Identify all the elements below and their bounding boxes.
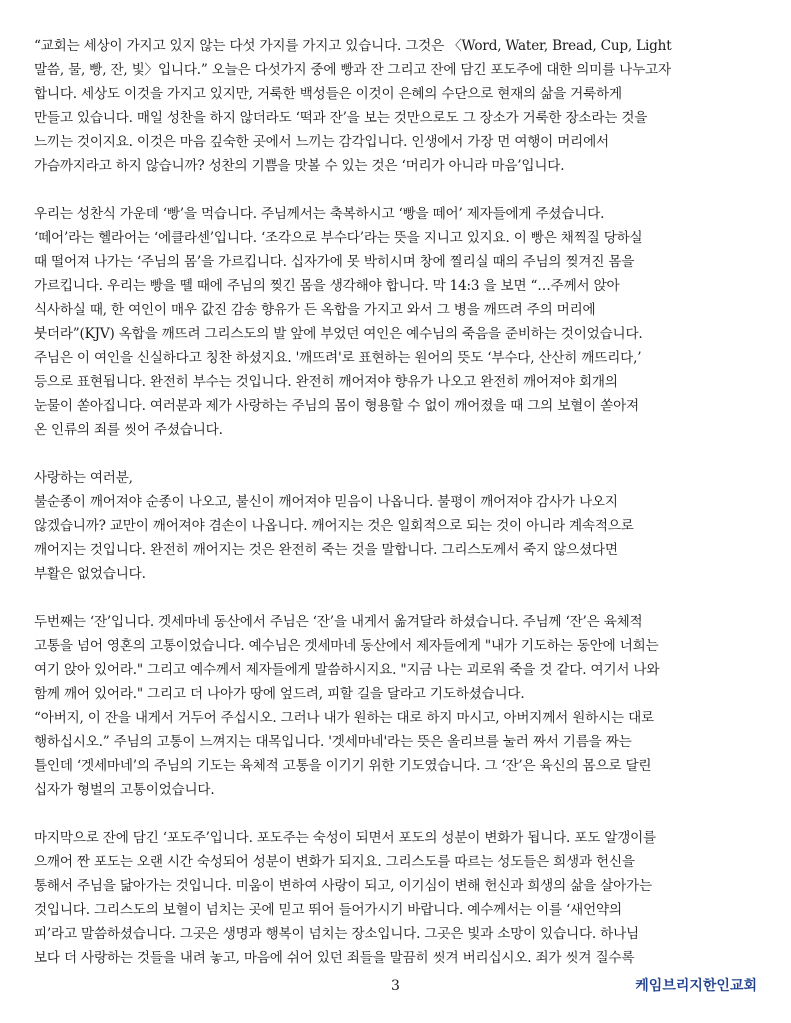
text-line: 붓더라”(KJV) 옥합을 깨뜨려 그리스도의 발 앞에 부었던 여인은 예수님의 죽음을 준비하는 것이었습니다. (34, 326, 643, 342)
paragraph-bread (34, 202, 757, 442)
paragraph-cup (34, 610, 757, 802)
text-line: 피’라고 말씀하셨습니다. 그곳은 생명과 행복이 넘치는 장소입니다. 그곳은 빛과 소망이 있습니다. 하나님 (34, 926, 639, 942)
text-line: 느끼는 것이지요. 이것은 마음 깊숙한 곳에서 느끼는 감각입니다. 인생에서 가장 먼 여행이 머리에서 (34, 134, 609, 150)
text-line: 것입니다. 그리스도의 보혈이 넘치는 곳에 믿고 뛰어 들어가시기 바랍니다. 예수께서는 이를 ‘새언약의 (34, 902, 622, 918)
text-line: 깨어지는 것입니다. 완전히 깨어지는 것은 완전히 죽는 것을 말합니다. 그리스도께서 죽지 않으셨다면 (34, 542, 618, 558)
text-line: “아버지, 이 잔을 내게서 거두어 주십시오. 그러나 내가 원하는 대로 하지 마시고, 아버지께서 원하시는 대로 (34, 710, 654, 726)
text-line: 틀인데 ‘겟세마네’의 주님의 기도는 육체적 고통을 이기기 위한 기도였습니다. 그 ‘잔’은 육신의 몸으로 달린 (34, 758, 652, 774)
text-line: 식사하실 때, 한 여인이 매우 값진 감송 향유가 든 옥합을 가지고 와서 그 병을 깨뜨려 주의 머리에 (34, 302, 596, 318)
page-number: 3 (391, 978, 400, 994)
text-line: 눈물이 쏟아집니다. 여러분과 제가 사랑하는 주님의 몸이 형용할 수 없이 깨어졌을 때 그의 보혈이 쏟아져 (34, 398, 639, 414)
text-line: ‘떼어’라는 헬라어는 ‘에클라센’입니다. ‘조각으로 부수다’라는 뜻을 지니고 있지요. 이 빵은 채찍질 당하실 (34, 230, 643, 246)
text-line: 만들고 있습니다. 매일 성찬을 하지 않더라도 ‘떡과 잔’을 보는 것만으로도 그 장소가 거룩한 장소라는 것을 (34, 110, 648, 126)
text-line: 부활은 없었습니다. (34, 566, 146, 582)
text-line: 때 떨어져 나가는 ‘주님의 몸’을 가르킵니다. 십자가에 못 박히시며 창에 찔리실 때의 주님의 찢겨진 몸을 (34, 254, 635, 270)
document-page (34, 34, 757, 994)
text-line: 주님은 이 여인을 신실하다고 칭찬 하셨지요. '깨뜨려'로 표현하는 원어의 뜻도 ‘부수다, 산산히 깨뜨리다,’ (34, 350, 642, 366)
text-line: 사랑하는 여러분, (34, 470, 133, 486)
text-line: 않겠습니까? 교만이 깨어져야 겸손이 나옵니다. 깨어지는 것은 일회적으로 되는 것이 아니라 계속적으로 (34, 518, 634, 534)
text-line: 함께 깨어 있어라." 그리고 더 나아가 땅에 엎드려, 피할 길을 달라고 기도하셨습니다. (34, 686, 525, 702)
paragraph-wine (34, 826, 757, 970)
text-line: 통해서 주님을 닮아가는 것입니다. 미움이 변하여 사랑이 되고, 이기심이 변해 헌신과 희생의 삶을 살아가는 (34, 878, 652, 894)
text-line: 온 인류의 죄를 씻어 주셨습니다. (34, 422, 223, 438)
text-line: “교회는 세상이 가지고 있지 않는 다섯 가지를 가지고 있습니다. 그것은 〈Word, Water, Bread, Cup, Light (34, 38, 672, 54)
page-footer (34, 974, 757, 998)
text-line: 두번째는 ‘잔’입니다. 겟세마네 동산에서 주님은 ‘잔’을 내게서 옮겨달라 하셨습니다. 주님께 ‘잔’은 육체적 (34, 614, 643, 630)
text-line: 말씀, 물, 빵, 잔, 빛〉입니다.” 오늘은 다섯가지 중에 빵과 잔 그리고 잔에 담긴 포도주에 대한 의미를 나누고자 (34, 62, 671, 78)
text-line: 행하십시오.” 주님의 고통이 느껴지는 대목입니다. '겟세마네'라는 뜻은 올리브를 눌러 짜서 기름을 짜는 (34, 734, 632, 750)
text-line: 불순종이 깨어져야 순종이 나오고, 불신이 깨어져야 믿음이 나옵니다. 불평이 깨어져야 감사가 나오지 (34, 494, 618, 510)
church-name: 케임브리지한인교회 (635, 978, 757, 994)
text-line: 보다 더 사랑하는 것들을 내려 놓고, 마음에 쉬어 있던 죄들을 말끔히 씻겨 버리십시오. 죄가 씻겨 질수록 (34, 950, 635, 966)
text-line: 여기 앉아 있어라." 그리고 예수께서 제자들에게 말씀하시지요. "지금 나는 괴로워 죽을 것 같다. 여기서 나와 (34, 662, 660, 678)
text-line: 가르킵니다. 우리는 빵을 뗄 때에 주님의 찢긴 몸을 생각해야 합니다. 막 14:3 을 보면 “…주께서 앉아 (34, 278, 620, 294)
text-line: 고통을 넘어 영혼의 고통이었습니다. 예수님은 겟세마네 동산에서 제자들에게 "내가 기도하는 동안에 너희는 (34, 638, 659, 654)
text-line: 십자가 형벌의 고통이었습니다. (34, 782, 215, 798)
paragraph-beloved (34, 466, 757, 586)
text-line: 가슴까지라고 하지 않습니까? 성찬의 기쁨을 맛볼 수 있는 것은 ‘머리가 아니라 마음’입니다. (34, 158, 565, 174)
text-line: 마지막으로 잔에 담긴 ‘포도주’입니다. 포도주는 숙성이 되면서 포도의 성분이 변화가 됩니다. 포도 알갱이를 (34, 830, 656, 846)
text-line: 우리는 성찬식 가운데 ‘빵’을 먹습니다. 주님께서는 축복하시고 ‘빵을 떼어’ 제자들에게 주셨습니다. (34, 206, 605, 222)
paragraph-intro (34, 34, 757, 178)
text-line: 등으로 표현됩니다. 완전히 부수는 것입니다. 완전히 깨어져야 향유가 나오고 완전히 깨어져야 회개의 (34, 374, 618, 390)
text-line: 으깨어 짠 포도는 오랜 시간 숙성되어 성분이 변화가 되지요. 그리스도를 따르는 성도들은 희생과 헌신을 (34, 854, 635, 870)
text-line: 합니다. 세상도 이것을 가지고 있지만, 거룩한 백성들은 이것이 은혜의 수단으로 현재의 삶을 거룩하게 (34, 86, 622, 102)
